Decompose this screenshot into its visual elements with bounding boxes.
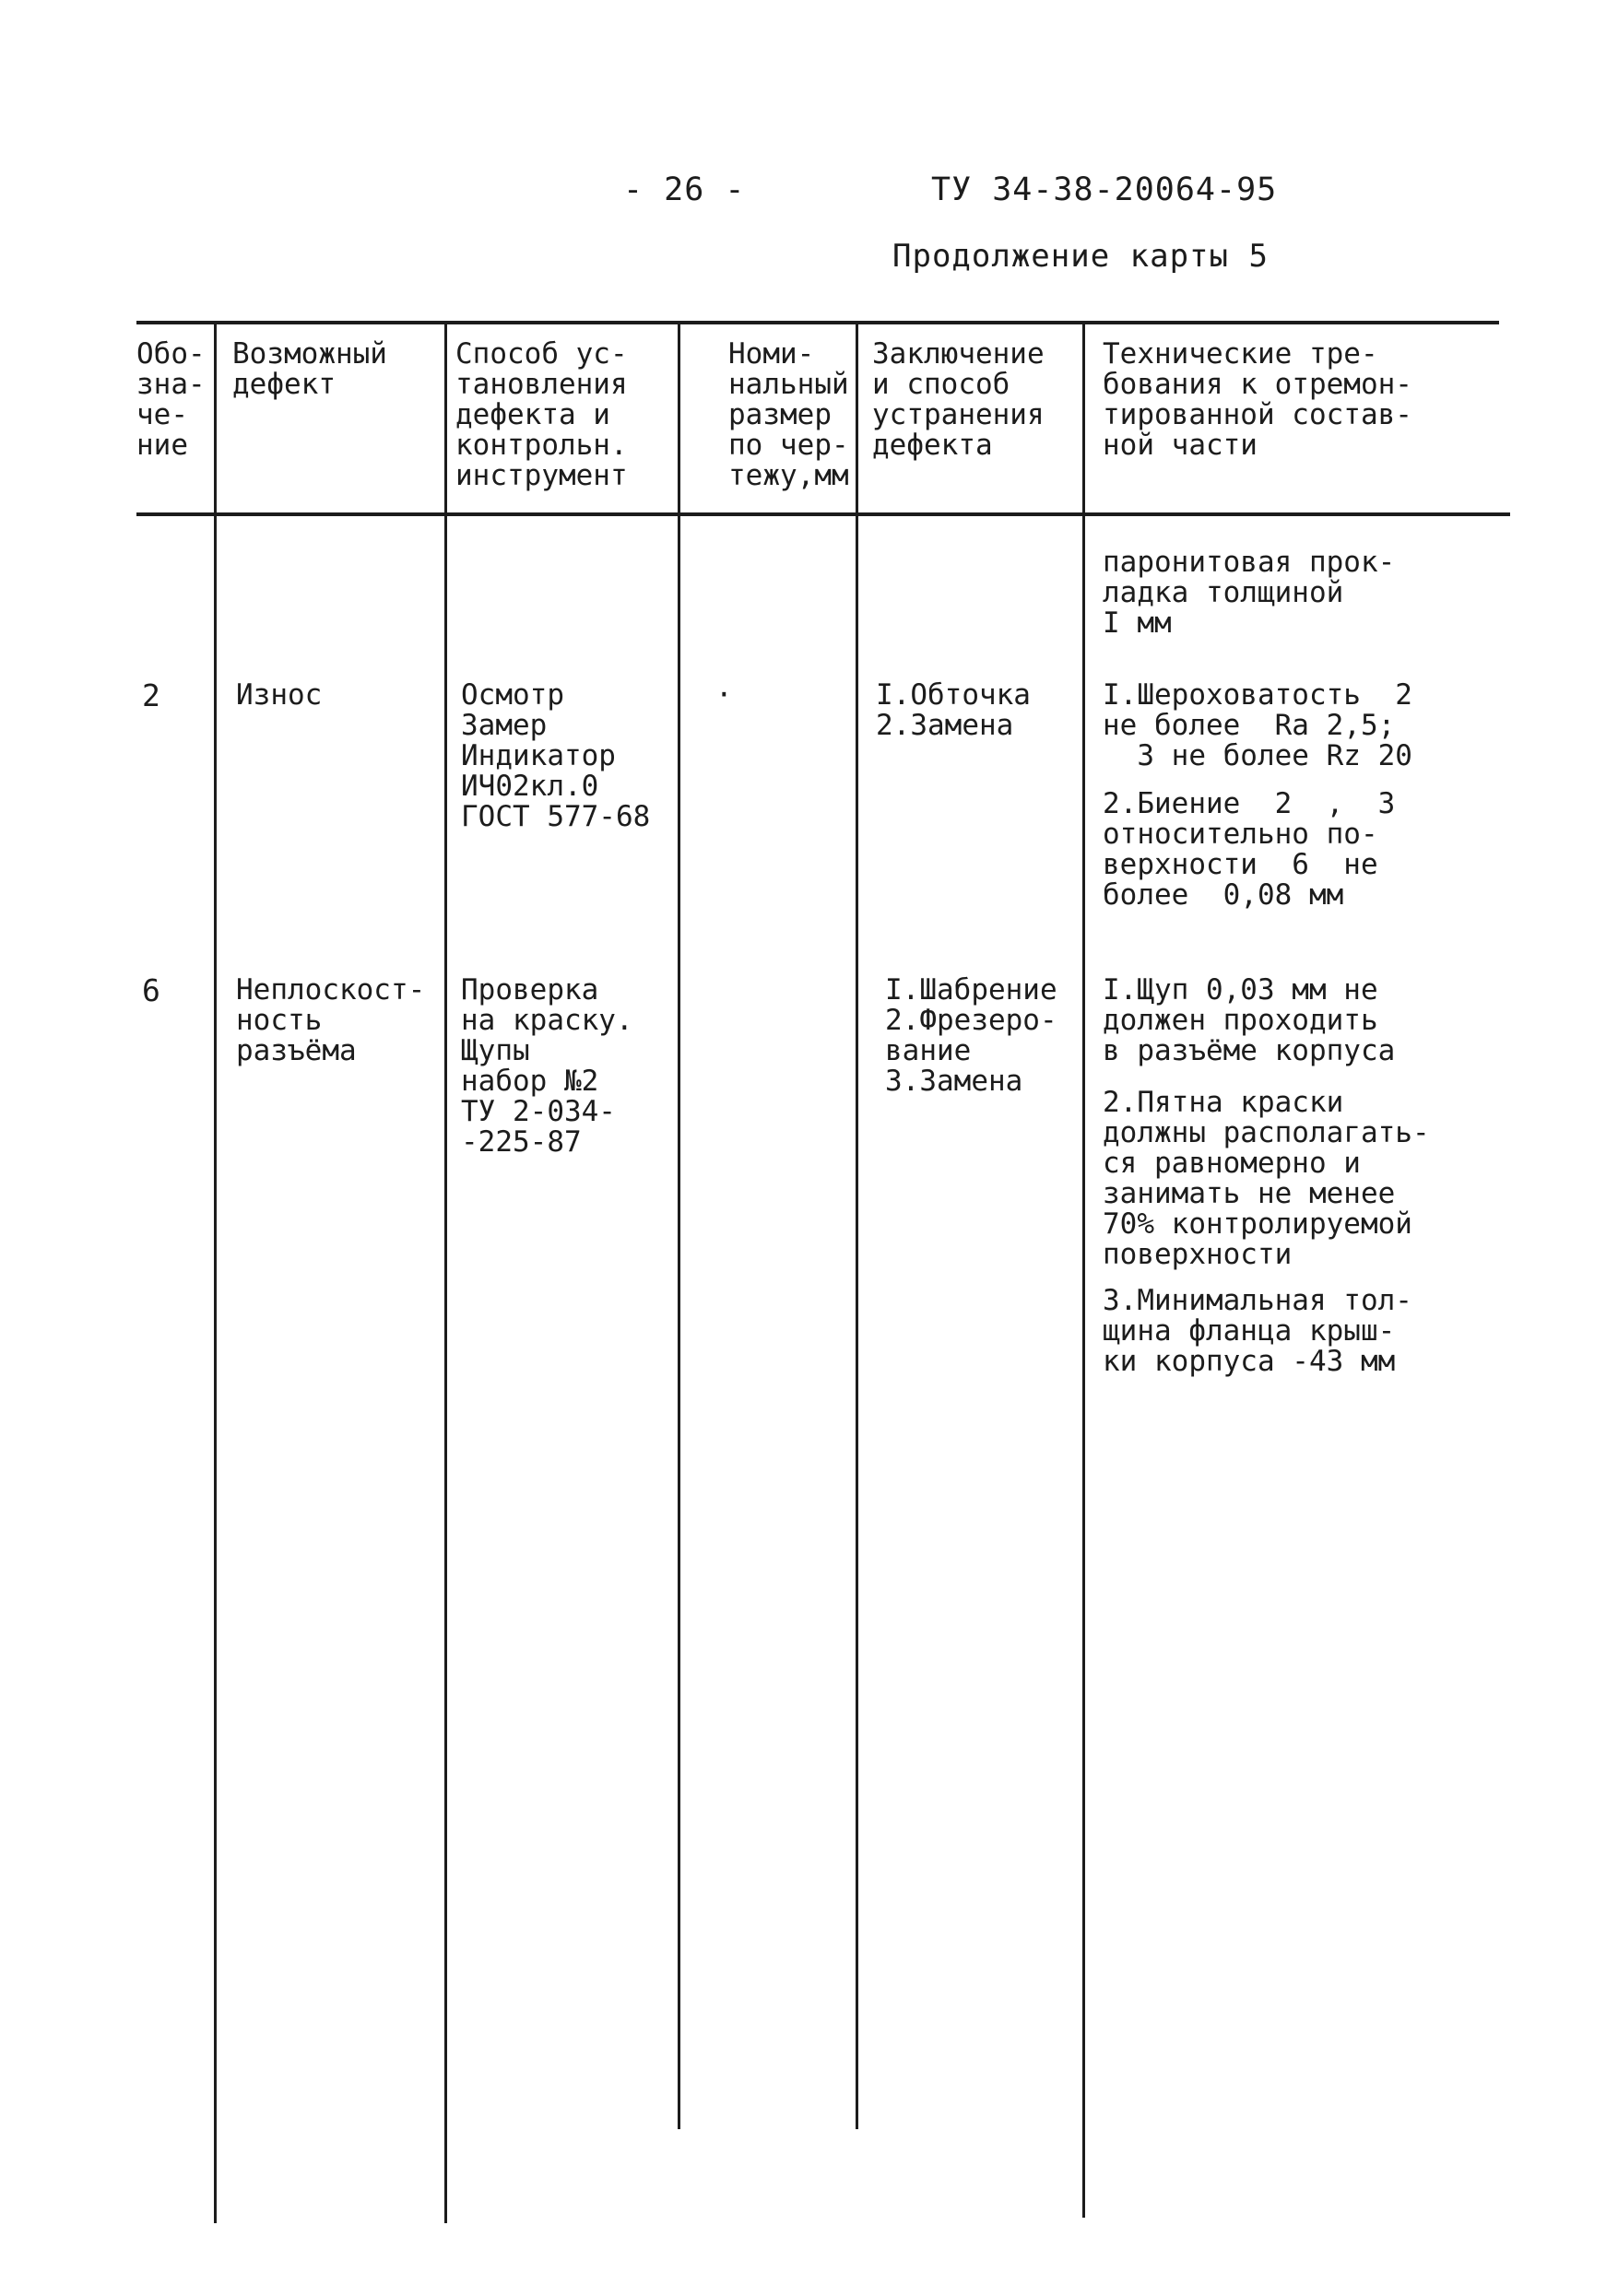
column-header-designation: Обо- зна- че- ние (136, 337, 206, 462)
row-conclusion: I.Шабрение 2.Фрезеро- вание 3.Замена (885, 973, 1057, 1098)
row-requirement: 2.Пятна краски должны располагать- ся равномерно и занимать не менее 70% контролируемой поверхности (1103, 1086, 1430, 1271)
page-number: - 26 - (623, 171, 746, 208)
column-header-defect: Возможный дефект (232, 337, 387, 401)
row-requirement: I.Щуп 0,03 мм не должен проходить в разъёме корпуса (1103, 973, 1396, 1067)
column-divider (678, 323, 680, 2129)
row-requirement: I.Шероховатость 2 не более Ra 2,5; 3 не более Rz 20 (1103, 678, 1412, 772)
row-defect: Неплоскост- ность разъёма (236, 973, 426, 1067)
table-header-rule (136, 512, 1510, 516)
column-divider (214, 323, 217, 2223)
column-header-nominal-size: Номи- нальный размер по чер- тежу,мм (728, 337, 849, 492)
row-designation: 2 (142, 677, 160, 713)
continuation-title: Продолжение карты 5 (892, 238, 1269, 275)
column-divider (856, 323, 858, 2129)
column-header-method: Способ ус- тановления дефекта и контрольн. инструмент (455, 337, 628, 492)
column-divider (1082, 323, 1085, 2218)
column-divider (444, 323, 447, 2223)
row-method: Осмотр Замер Индикатор ИЧ02кл.0 ГОСТ 577-68 (461, 678, 651, 833)
continued-requirement: паронитовая прок- ладка толщиной I мм (1103, 546, 1396, 640)
row-nominal-size: · (715, 678, 733, 712)
row-method: Проверка на краску. Щупы набор №2 ТУ 2-034- -225-87 (461, 973, 633, 1159)
document-code: ТУ 34-38-20064-95 (931, 171, 1278, 208)
row-conclusion: I.Обточка 2.Замена (876, 678, 1031, 742)
row-defect: Износ (236, 678, 323, 712)
row-designation: 6 (142, 972, 160, 1008)
row-requirement: 2.Биение 2 , 3 относительно по- верхности 6 не более 0,08 мм (1103, 787, 1396, 912)
column-header-requirements: Технические тре- бования к отремон- тированной состав- ной части (1103, 337, 1412, 462)
table-top-rule (136, 321, 1499, 324)
row-requirement: 3.Минимальная тол- щина фланца крыш- ки корпуса -43 мм (1103, 1284, 1412, 1378)
column-header-conclusion: Заключение и способ устранения дефекта (872, 337, 1045, 462)
